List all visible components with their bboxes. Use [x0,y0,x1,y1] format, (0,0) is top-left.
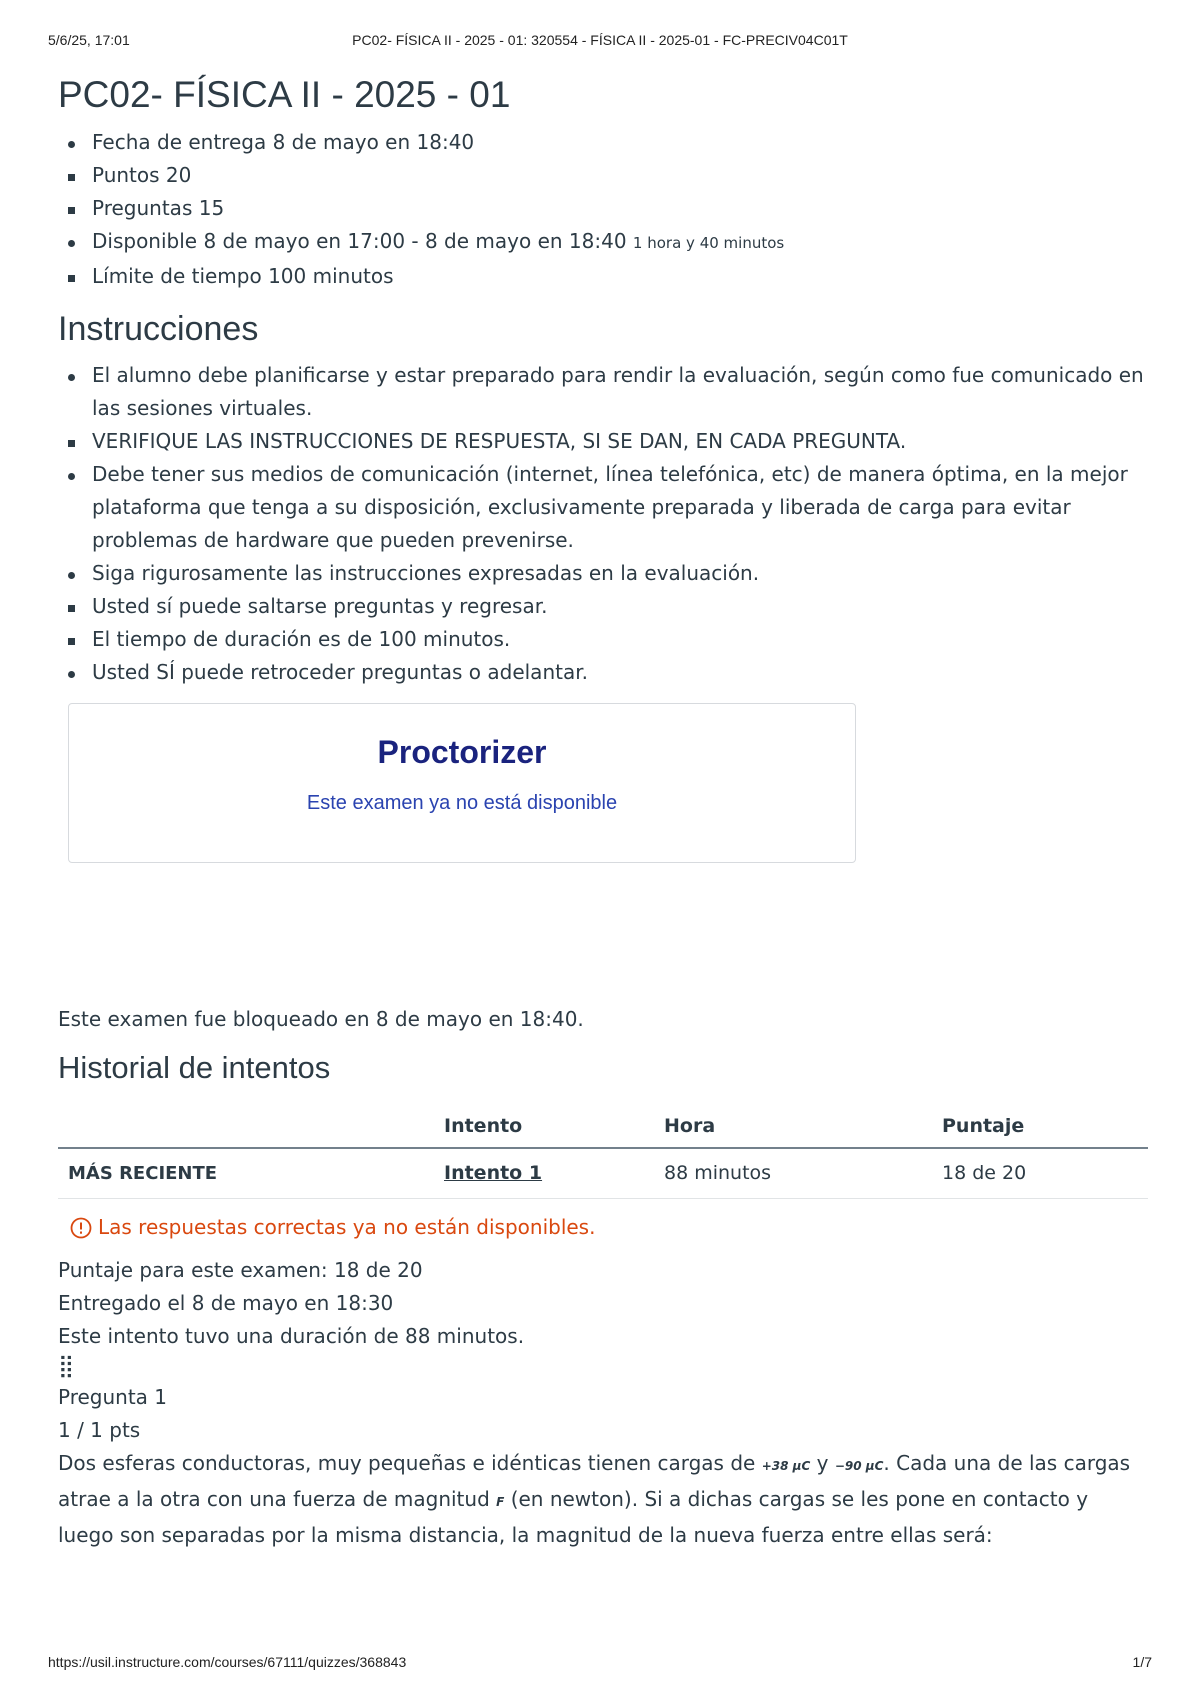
proctorizer-message: Este examen ya no está disponible [306,792,618,814]
attempt-score: 18 de 20 [932,1148,1148,1199]
instructions-list [58,359,1148,689]
quiz-details-list [58,126,1148,293]
column-header-attempt: Intento [434,1104,654,1148]
question-text: Dos esferas conductoras, muy pequeñas e idénticas tienen cargas de +38 μC y −90 μC. Cada una de las cargas atrae a la otra con una fuerza de magnitud F (en newton). Si a dichas cargas se les pone en contacto y luego son separadas por la misma distancia, la magnitud de la nueva fuerza entre ellas será: [58,1451,1131,1547]
column-header-score: Puntaje [932,1104,1148,1148]
column-header-label [58,1104,434,1148]
instruction-item: Usted sí puede saltarse preguntas y regresar. [92,590,1148,623]
warning-icon [70,1217,92,1239]
detail-points: Puntos 20 [92,159,1148,192]
summary-submitted: Entregado el 8 de mayo en 18:30 [58,1291,394,1315]
most-recent-label: MÁS RECIENTE [58,1148,434,1199]
charge-1-formula: +38 μC [761,1459,811,1473]
page-url: https://usil.instructure.com/courses/67111/quizzes/368843 [48,1654,407,1670]
charge-2-formula: −90 μC [834,1459,884,1473]
quiz-content [58,70,1148,1552]
question-title: Pregunta 1 [58,1385,168,1409]
summary-duration: Este intento tuvo una duración de 88 minutos. [58,1324,525,1348]
page-title: PC02- FÍSICA II - 2025 - 01 [58,74,511,115]
question-points: 1 / 1 pts [58,1418,141,1442]
detail-available: Disponible 8 de mayo en 17:00 - 8 de mayo en 18:40 1 hora y 40 minutos [92,225,1148,260]
available-duration: 1 hora y 40 minutos [632,234,785,252]
history-heading: Historial de intentos [58,1050,331,1085]
answers-unavailable-warning [70,1211,1148,1244]
instructions-heading: Instrucciones [58,310,259,348]
instruction-item: VERIFIQUE LAS INSTRUCCIONES DE RESPUESTA, SI SE DAN, EN CADA PREGUNTA. [92,425,1148,458]
attempt-history-table [58,1104,1148,1199]
table-header-row [58,1104,1148,1148]
instruction-item: Usted SÍ puede retroceder preguntas o adelantar. [92,656,1148,689]
force-symbol: F [496,1495,505,1509]
locked-message: Este examen fue bloqueado en 8 de mayo en 18:40. [58,1007,584,1031]
print-title: PC02- FÍSICA II - 2025 - 01: 320554 - FÍSICA II - 2025-01 - FC-PRECIV04C01T [352,32,848,48]
detail-due-date: Fecha de entrega 8 de mayo en 18:40 [92,126,1148,159]
detail-time-limit: Límite de tiempo 100 minutos [92,260,1148,293]
attempt-time: 88 minutos [654,1148,932,1199]
warning-text: Las respuestas correctas ya no están disponibles. [98,1215,596,1239]
instruction-item: Debe tener sus medios de comunicación (internet, línea telefónica, etc) de manera óptima, en la mejor plataforma que tenga a su disposición, exclusivamente preparada y liberada de carga para evitar problemas de hardware que pueden prevenirse. [92,458,1148,557]
detail-questions: Preguntas 15 [92,192,1148,225]
print-date: 5/6/25, 17:01 [48,32,130,48]
column-header-time: Hora [654,1104,932,1148]
summary-score: Puntaje para este examen: 18 de 20 [58,1258,423,1282]
instruction-item: Siga rigurosamente las instrucciones expresadas en la evaluación. [92,557,1148,590]
proctorizer-panel [68,703,856,863]
print-header [0,0,1200,48]
attempt-1-link[interactable]: Intento 1 [444,1162,543,1184]
proctorizer-title: Proctorizer [377,734,547,770]
instruction-item: El alumno debe planificarse y estar preparado para rendir la evaluación, según como fue comunicado en las sesiones virtuales. [92,359,1148,425]
instruction-item: El tiempo de duración es de 100 minutos. [92,623,1148,656]
print-footer [0,1654,1200,1678]
page-number: 1/7 [1132,1654,1152,1670]
drag-handle-icon[interactable]: ⣿ [58,1354,73,1379]
attempt-summary [58,1254,1148,1353]
table-row [58,1148,1148,1199]
